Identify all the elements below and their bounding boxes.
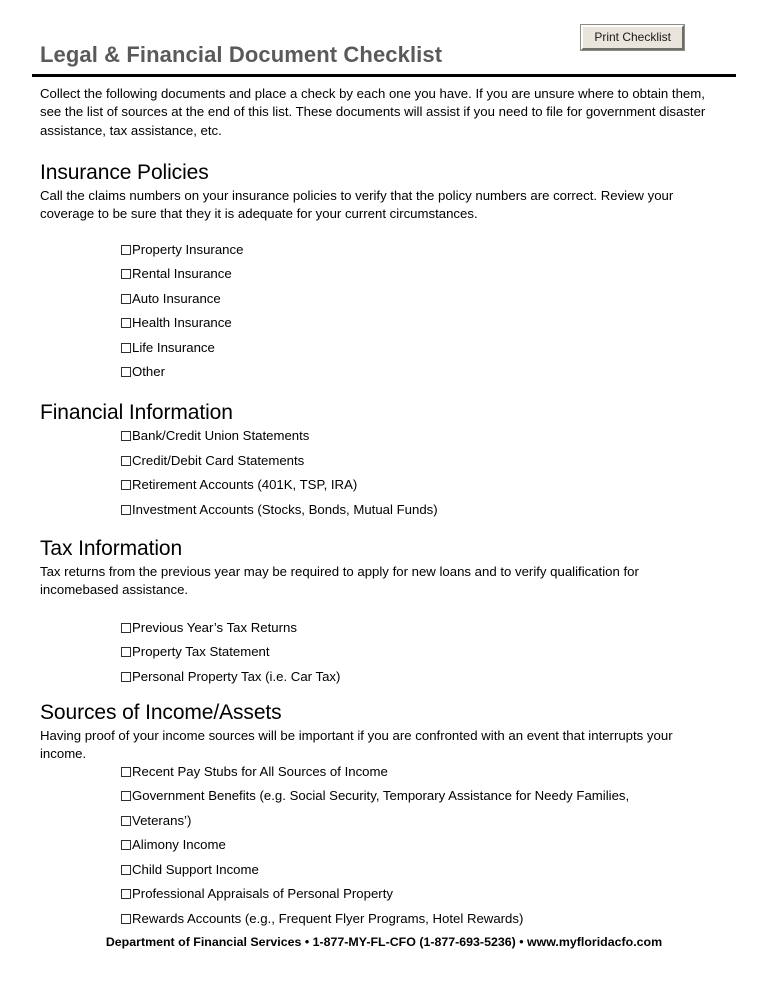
section-description: Call the claims numbers on your insurance policies to verify that the policy numbers are correct. Review your coverage to be sure that they it is adequate for your current circumstances. bbox=[40, 188, 674, 222]
checklist-item-label: Rewards Accounts (e.g., Frequent Flyer Programs, Hotel Rewards) bbox=[132, 910, 524, 926]
checklist bbox=[40, 764, 712, 927]
checkbox-icon[interactable] bbox=[121, 889, 131, 899]
print-button-container bbox=[581, 25, 684, 50]
checklist-item-label: Retirement Accounts (401K, TSP, IRA) bbox=[132, 477, 358, 492]
checkbox-icon[interactable] bbox=[121, 456, 131, 466]
intro-paragraph: Collect the following documents and place a check by each one you have. If you are unsure where to obtain them, see the list of sources at the end of this list. These documents will assist if you need to file for government disaster assistance, tax assistance, etc. bbox=[40, 86, 706, 138]
checkbox-icon[interactable] bbox=[121, 245, 131, 255]
section-heading: Tax Information bbox=[40, 537, 183, 560]
checkbox-icon[interactable] bbox=[121, 816, 131, 826]
checklist-item[interactable] bbox=[121, 242, 712, 258]
checkbox-icon[interactable] bbox=[121, 269, 131, 279]
checklist-item[interactable] bbox=[121, 911, 712, 927]
checklist-item-label: Professional Appraisals of Personal Property bbox=[132, 886, 393, 902]
checklist-item-label: Other bbox=[132, 364, 165, 380]
checklist-item-label: Alimony Income bbox=[132, 837, 226, 853]
checklist bbox=[40, 242, 712, 381]
checkbox-icon[interactable] bbox=[121, 672, 131, 682]
checklist bbox=[40, 428, 712, 518]
checklist-item-label: Property Tax Statement bbox=[132, 644, 270, 660]
checklist-item[interactable] bbox=[121, 502, 712, 518]
checklist-item[interactable] bbox=[121, 340, 712, 356]
checklist-item-label: Rental Insurance bbox=[132, 266, 232, 282]
section-description: Having proof of your income sources will be important if you are confronted with an event that interrupts your income. bbox=[40, 728, 673, 762]
checklist-item-label: Auto Insurance bbox=[132, 290, 221, 306]
checklist-item-label: Previous Year’s Tax Returns bbox=[132, 619, 297, 635]
checklist-item[interactable] bbox=[121, 644, 712, 660]
checklist-item-label: Property Insurance bbox=[132, 241, 244, 257]
checklist-item[interactable] bbox=[121, 315, 712, 331]
checkbox-icon[interactable] bbox=[121, 294, 131, 304]
checklist-item-label: Government Benefits (e.g. Social Security, Temporary Assistance for Needy Families, bbox=[132, 788, 630, 804]
checkbox-icon[interactable] bbox=[121, 431, 131, 441]
checkbox-icon[interactable] bbox=[121, 505, 131, 515]
checkbox-icon[interactable] bbox=[121, 367, 131, 377]
checklist-item[interactable] bbox=[121, 364, 712, 380]
checklist-item-label: Veterans’) bbox=[132, 812, 192, 828]
checklist-item[interactable] bbox=[121, 266, 712, 282]
section-4 bbox=[40, 700, 712, 927]
checklist-item[interactable] bbox=[121, 453, 712, 469]
title-divider bbox=[32, 74, 736, 77]
section-2 bbox=[40, 400, 712, 518]
checklist-item[interactable] bbox=[121, 669, 712, 685]
checklist-item[interactable] bbox=[121, 620, 712, 636]
checklist-item-label: Life Insurance bbox=[132, 339, 215, 355]
checklist-item-label: Health Insurance bbox=[132, 315, 232, 331]
section-1 bbox=[40, 160, 712, 380]
checklist-item[interactable] bbox=[121, 291, 712, 307]
checklist-item[interactable] bbox=[121, 788, 712, 804]
checkbox-icon[interactable] bbox=[121, 343, 131, 353]
checkbox-icon[interactable] bbox=[121, 865, 131, 875]
checklist-item[interactable] bbox=[121, 862, 712, 878]
checkbox-icon[interactable] bbox=[121, 647, 131, 657]
section-description: Tax returns from the previous year may be required to apply for new loans and to verify qualification for incomebased assistance. bbox=[40, 564, 639, 598]
checkbox-icon[interactable] bbox=[121, 318, 131, 328]
checklist bbox=[40, 620, 712, 685]
checklist-item[interactable] bbox=[121, 886, 712, 902]
checkbox-icon[interactable] bbox=[121, 480, 131, 490]
footer-contact: Department of Financial Services • 1-877-MY-FL-CFO (1-877-693-5236) • www.myfloridacfo.com bbox=[105, 935, 663, 949]
checklist-item[interactable] bbox=[121, 477, 712, 493]
checklist-item[interactable] bbox=[121, 813, 712, 829]
checklist-item[interactable] bbox=[121, 837, 712, 853]
checklist-item-label: Credit/Debit Card Statements bbox=[132, 452, 305, 468]
checkbox-icon[interactable] bbox=[121, 623, 131, 633]
checklist-item[interactable] bbox=[121, 764, 712, 780]
section-heading: Financial Information bbox=[40, 401, 233, 424]
section-heading: Insurance Policies bbox=[40, 161, 209, 184]
checklist-item-label: Personal Property Tax (i.e. Car Tax) bbox=[132, 668, 341, 684]
print-checklist-button[interactable]: Print Checklist bbox=[581, 25, 684, 50]
checklist-item[interactable] bbox=[121, 428, 712, 444]
section-heading: Sources of Income/Assets bbox=[40, 701, 282, 724]
checklist-item-label: Recent Pay Stubs for All Sources of Income bbox=[132, 763, 388, 779]
checklist-item-label: Investment Accounts (Stocks, Bonds, Mutual Funds) bbox=[132, 501, 438, 517]
checkbox-icon[interactable] bbox=[121, 914, 131, 924]
checklist-item-label: Bank/Credit Union Statements bbox=[132, 428, 310, 443]
checkbox-icon[interactable] bbox=[121, 840, 131, 850]
checkbox-icon[interactable] bbox=[121, 767, 131, 777]
checkbox-icon[interactable] bbox=[121, 791, 131, 801]
section-3 bbox=[40, 536, 712, 685]
checklist-item-label: Child Support Income bbox=[132, 861, 259, 877]
page-title: Legal & Financial Document Checklist bbox=[40, 42, 443, 67]
